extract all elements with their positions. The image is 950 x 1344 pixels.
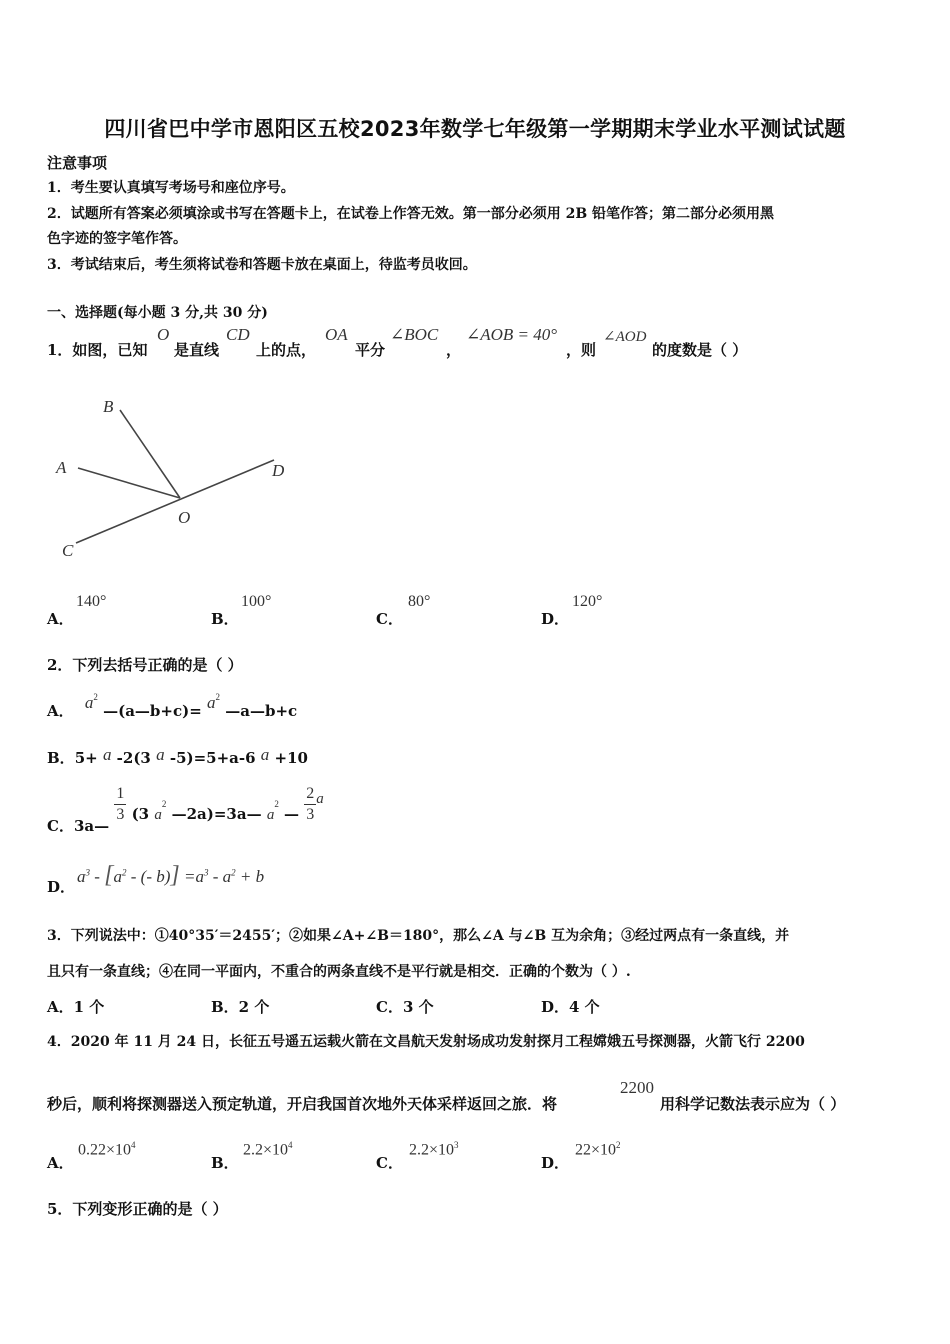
q3-option-d: D．4 个 bbox=[541, 998, 600, 1016]
q2-stem: 2．下列去括号正确的是（ ） bbox=[47, 656, 243, 674]
q1-text: 是直线 bbox=[174, 341, 220, 359]
q1-math-cd: CD bbox=[226, 325, 250, 344]
q2-c-text: (3 bbox=[131, 804, 150, 823]
ray-oa bbox=[78, 468, 180, 498]
q2-a-exp: 2 bbox=[93, 692, 98, 702]
q1-option-a-value: 140° bbox=[76, 593, 107, 610]
q4-option-c-label: C． bbox=[376, 1154, 403, 1172]
q3-stem-line2: 且只有一条直线；④在同一平面内，不重合的两条直线不是平行就是相交．正确的个数为（ ）. bbox=[47, 964, 631, 980]
label-c: C bbox=[62, 541, 74, 560]
q4-option-c-value: $2.2\times 10^3$ bbox=[409, 1140, 459, 1159]
notes-heading: 注意事项 bbox=[47, 154, 108, 172]
q2-b-math: a bbox=[156, 745, 165, 764]
q1-math-o: O bbox=[157, 325, 170, 344]
q2-b-math: a bbox=[102, 745, 112, 764]
q1-text: 的度数是（ ） bbox=[652, 341, 748, 359]
ray-ob bbox=[120, 410, 180, 498]
q2-b-label: B． bbox=[47, 749, 75, 767]
note-1: 1．考生要认真填写考场号和座位序号。 bbox=[47, 180, 295, 196]
section-heading: 一、选择题(每小题 3 分,共 30 分) bbox=[47, 305, 268, 321]
q2-b-text: +10 bbox=[274, 749, 308, 767]
q2-option-c bbox=[47, 784, 324, 835]
q2-b-math: a bbox=[260, 745, 270, 764]
q3-option-a: A．1 个 bbox=[47, 998, 105, 1016]
line-cd bbox=[76, 460, 274, 543]
left-bracket: [ bbox=[104, 862, 114, 888]
q2-c-math: a bbox=[316, 790, 324, 807]
q4-stem-line2a: 秒后，顺利将探测器送入预定轨道，开启我国首次地外天体采样返回之旅．将 bbox=[47, 1095, 558, 1113]
q2-b-text: 5+ bbox=[74, 749, 98, 767]
q2-option-d: D． bbox=[47, 878, 76, 896]
q1-stem bbox=[47, 339, 147, 360]
q1-math-aod: ∠AOD bbox=[603, 329, 647, 345]
q2-c-text: 3a— bbox=[73, 816, 110, 835]
q1-option-b-value: 100° bbox=[241, 593, 272, 610]
q2-option-b bbox=[47, 747, 308, 768]
q2-a-label: A． bbox=[47, 702, 74, 720]
q2-c-frac-2-3: $\frac{2}{3}$ bbox=[306, 785, 315, 823]
q4-stem-line1: 4．2020 年 11 月 24 日，长征五号遥五运载火箭在文昌航天发射场成功发射探月工程嫦娥五号探测器，火箭飞行 2200 bbox=[47, 1034, 805, 1050]
q2-c-text: —2a)=3a— bbox=[171, 804, 262, 823]
q2-a-math: a bbox=[84, 693, 94, 712]
q1-text: ，则 bbox=[566, 341, 597, 359]
q1-math-boc: ∠BOC bbox=[390, 325, 439, 344]
q1-option-b-label: B． bbox=[211, 610, 239, 628]
q1-text: 1．如图，已知 bbox=[47, 341, 148, 359]
q2-a-text: —a—b+c bbox=[225, 702, 298, 720]
note-2a: 2．试题所有答案必须填涂或书写在答题卡上，在试卷上作答无效。第一部分必须用 2B 铅笔作答；第二部分必须用黑 bbox=[47, 206, 775, 222]
q2-b-text: -5)=5+a-6 bbox=[169, 749, 256, 767]
q1-math-oa: OA bbox=[325, 325, 348, 344]
q1-option-c-value: 80° bbox=[408, 593, 431, 610]
page-title: 四川省巴中学市恩阳区五校2023年数学七年级第一学期期末学业水平测试试题 bbox=[104, 117, 846, 141]
q1-text: 上的点， bbox=[256, 341, 317, 359]
q1-math-aob: ∠AOB = 40° bbox=[466, 325, 558, 344]
q1-text: ， bbox=[446, 341, 462, 359]
label-b: B bbox=[103, 397, 114, 416]
q2-a-exp: 2 bbox=[215, 692, 221, 702]
q3-option-b: B．2 个 bbox=[211, 998, 270, 1016]
q2-c-math: a bbox=[266, 806, 275, 823]
note-3: 3．考试结束后，考生须将试卷和答题卡放在桌面上，待监考员收回。 bbox=[47, 257, 477, 273]
q1-option-a-label: A． bbox=[47, 610, 74, 628]
q1-option-d-label: D． bbox=[541, 610, 570, 628]
q2-c-math: a bbox=[154, 806, 162, 823]
q4-option-d-label: D． bbox=[541, 1154, 570, 1172]
note-2b: 色字迹的签字笔作答。 bbox=[47, 231, 187, 247]
q1-figure bbox=[50, 390, 310, 570]
q1-option-c-label: C． bbox=[376, 610, 403, 628]
q2-b-text: -2(3 bbox=[116, 749, 151, 767]
q3-stem-line1: 3．下列说法中：①40°35′＝2455′；②如果∠A+∠B＝180°，那么∠A 与∠B 互为余角；③经过两点有一条直线，并 bbox=[47, 928, 790, 944]
q1-option-d-value: 120° bbox=[572, 593, 603, 610]
q2-a-text: —(a—b+c)= bbox=[103, 702, 202, 720]
right-bracket: ] bbox=[170, 862, 180, 888]
q1-text: 平分 bbox=[355, 341, 386, 359]
q2-option-a bbox=[47, 692, 298, 721]
label-d: D bbox=[272, 461, 285, 480]
q4-stem-line2b: 用科学记数法表示应为（ ） bbox=[660, 1095, 846, 1113]
q2-c-exp: 2 bbox=[274, 798, 279, 809]
q2-c-frac-1-3: $\frac{1}{3}$ bbox=[116, 785, 125, 823]
q4-option-d-value: $22\times 10^2$ bbox=[575, 1140, 621, 1159]
label-a: A bbox=[56, 458, 67, 477]
q2-c-exp: 2 bbox=[161, 798, 167, 809]
q2-d-expression: $a^3 - [a^2$ - (- $b)] =a^3 - a^2 + b$ bbox=[77, 862, 265, 888]
q2-c-label: C． bbox=[47, 816, 74, 835]
q2-c-text: — bbox=[284, 804, 300, 823]
q2-a-math: a bbox=[207, 693, 216, 712]
label-o: O bbox=[178, 508, 191, 527]
q4-option-a-label: A． bbox=[47, 1154, 74, 1172]
q5-stem: 5．下列变形正确的是（ ） bbox=[47, 1200, 228, 1218]
q4-option-b-label: B． bbox=[211, 1154, 239, 1172]
q4-option-a-value: $0.22\times 10^4$ bbox=[78, 1140, 136, 1159]
q4-math-2200: 2200 bbox=[620, 1078, 654, 1097]
q4-option-b-value: $2.2\times 10^4$ bbox=[243, 1140, 293, 1159]
q3-option-c: C．3 个 bbox=[376, 998, 434, 1016]
